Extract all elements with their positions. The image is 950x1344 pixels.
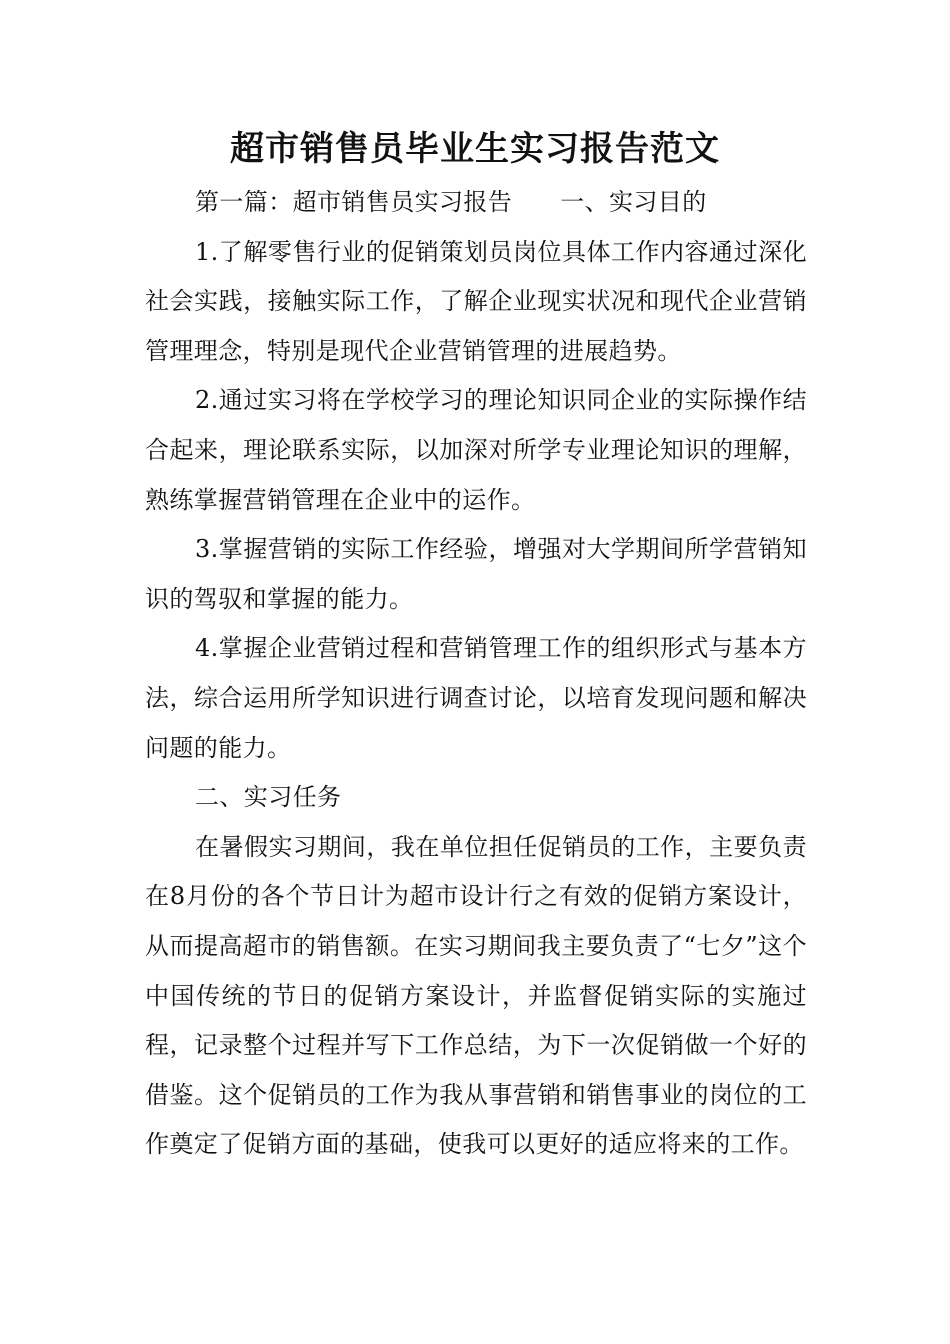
- section2-heading: 二、实习任务: [195, 783, 342, 812]
- paragraph-purpose-3: 3.掌握营销的实际工作经验，增强对大学期间所学营销知识的驾驭和掌握的能力。: [145, 535, 807, 613]
- paragraph-purpose-1: 1.了解零售行业的促销策划员岗位具体工作内容通过深化社会实践，接触实际工作，了解企业现实状况和现代企业营销管理理念，特别是现代企业营销管理的进展趋势。: [145, 237, 807, 365]
- paragraph-purpose-4: 4.掌握企业营销过程和营销管理工作的组织形式与基本方法，综合运用所学知识进行调查讨论，以培育发现问题和解决问题的能力。: [145, 634, 807, 762]
- paragraph-task: 在暑假实习期间，我在单位担任促销员的工作，主要负责在8月份的各个节日计为超市设计行之有效的促销方案设计，从而提高超市的销售额。在实习期间我主要负责了“七夕”这个中国传统的节日的促销方案设计，并监督促销实际的实施过程，记录整个过程并写下工作总结，为下一次促销做一个好的借鉴。这个促销员的工作为我从事营销和销售事业的岗位的工作奠定了促销方面的基础，使我可以更好的适应将来的工作。: [145, 832, 807, 1159]
- subtitle-chapter: 第一篇：超市销售员实习报告: [195, 188, 513, 216]
- subtitle-line: [145, 178, 807, 228]
- document-title: 超市销售员毕业生实习报告范文: [230, 129, 720, 169]
- section1-heading: 一、实习目的: [560, 188, 707, 216]
- paragraph-purpose-2: 2.通过实习将在学校学习的理论知识同企业的实际操作结合起来，理论联系实际，以加深对所学专业理论知识的理解，熟练掌握营销管理在企业中的运作。: [145, 386, 807, 514]
- document-body: [145, 178, 807, 1170]
